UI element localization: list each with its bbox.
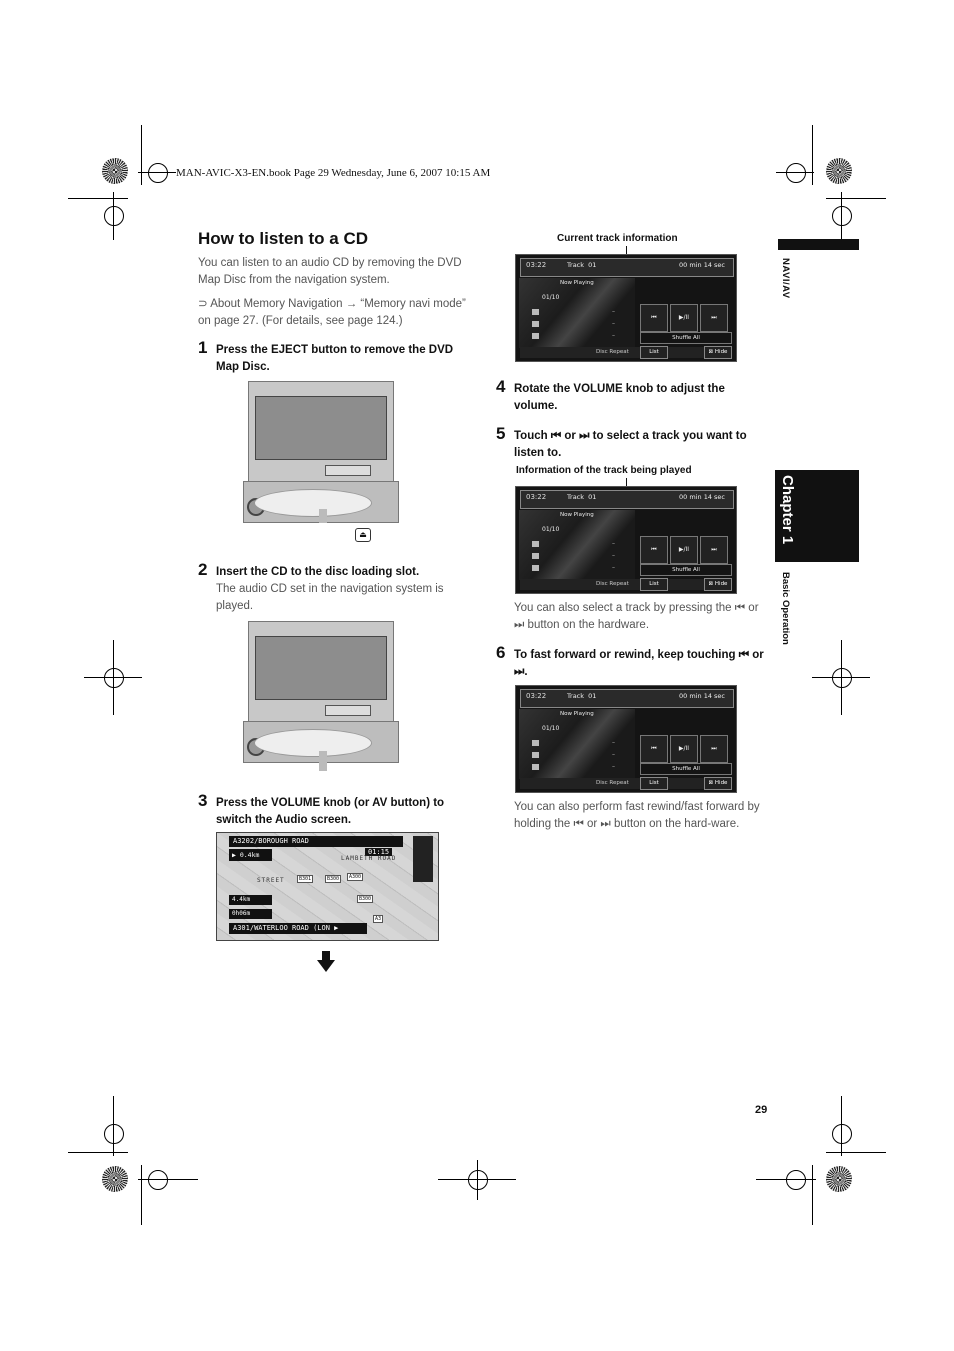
crop-line bbox=[141, 125, 142, 185]
arrow-down-stem bbox=[322, 951, 330, 960]
print-header: MAN-AVIC-X3-EN.book Page 29 Wednesday, June 6, 2007 10:15 AM bbox=[176, 167, 491, 179]
crosshair-icon bbox=[148, 1170, 168, 1190]
audio-clock: 03:22 bbox=[526, 261, 547, 269]
track-label: Track 01 bbox=[567, 493, 597, 501]
hardware-illustration-insert bbox=[248, 621, 400, 761]
crop-line bbox=[138, 172, 176, 173]
audio-screen-1 bbox=[515, 254, 737, 362]
arrow-down-icon bbox=[317, 960, 335, 972]
artist-icon bbox=[532, 752, 539, 758]
audio-clock: 03:22 bbox=[526, 692, 547, 700]
artist-icon bbox=[532, 321, 539, 327]
crop-line bbox=[826, 1152, 886, 1153]
intro-paragraph: You can listen to an audio CD by removing the DVD Map Disc from the navigation system. bbox=[198, 257, 462, 286]
crop-line bbox=[68, 1152, 128, 1153]
title-value: – bbox=[612, 308, 615, 315]
crop-line bbox=[113, 640, 114, 715]
disc-icon bbox=[254, 729, 372, 757]
crop-line bbox=[826, 198, 886, 199]
track-info-bar bbox=[520, 258, 734, 277]
road-label: A300 bbox=[349, 874, 362, 880]
crosshair-icon bbox=[148, 163, 168, 183]
repeat-mode[interactable]: Disc Repeat bbox=[596, 349, 629, 355]
crop-line bbox=[841, 192, 842, 240]
track-label: Track 01 bbox=[567, 261, 597, 269]
step-instruction: To fast forward or rewind, keep touching ⏮ or ⏭. bbox=[514, 649, 764, 678]
music-icon bbox=[532, 541, 539, 547]
crop-line bbox=[812, 1165, 813, 1225]
registration-target-icon bbox=[826, 158, 852, 184]
album-value: – bbox=[612, 763, 615, 770]
road-label: B300 bbox=[359, 896, 372, 902]
eject-icon: ⏏ bbox=[355, 528, 371, 542]
caption-current-track: Current track information bbox=[557, 233, 678, 244]
artist-icon bbox=[532, 553, 539, 559]
section-tab-label: NAVI/AV bbox=[780, 258, 791, 299]
road-label: A3 bbox=[375, 916, 382, 922]
shuffle-button[interactable]: Shuffle All bbox=[640, 763, 732, 775]
crosshair-icon bbox=[104, 206, 124, 226]
track-count: 01/10 bbox=[542, 294, 560, 301]
disc-icon bbox=[532, 764, 539, 770]
crop-line bbox=[841, 1096, 842, 1156]
caption-track-being-played: Information of the track being played bbox=[516, 465, 692, 476]
chapter-label: Chapter 1 bbox=[779, 475, 796, 545]
page-number: 29 bbox=[755, 1104, 768, 1116]
map-clock: 01:15 bbox=[365, 848, 392, 856]
time-remaining: 0h06m bbox=[229, 909, 272, 919]
unit-panel bbox=[248, 381, 394, 483]
hide-button[interactable]: ⊠ Hide bbox=[704, 777, 732, 790]
registration-target-icon bbox=[826, 1166, 852, 1192]
crop-line bbox=[841, 640, 842, 715]
artist-value: – bbox=[612, 751, 615, 758]
track-time: 00 min 14 sec bbox=[679, 493, 725, 501]
music-icon bbox=[532, 309, 539, 315]
track-info-bar bbox=[520, 490, 734, 509]
disc-icon bbox=[532, 565, 539, 571]
crop-line bbox=[113, 192, 114, 240]
map-screen bbox=[216, 832, 439, 941]
list-button[interactable]: List bbox=[640, 777, 668, 790]
unit-buttons bbox=[325, 705, 371, 716]
hide-button[interactable]: ⊠ Hide bbox=[704, 578, 732, 591]
next-track-button[interactable]: ⏭ bbox=[700, 304, 728, 332]
crop-line bbox=[812, 125, 813, 185]
step-instruction: Press the EJECT button to remove the DVD Map Disc. bbox=[216, 344, 454, 373]
list-button[interactable]: List bbox=[640, 578, 668, 591]
repeat-mode[interactable]: Disc Repeat bbox=[596, 780, 629, 786]
prev-track-button[interactable]: ⏮ bbox=[640, 735, 668, 763]
crosshair-icon bbox=[832, 206, 852, 226]
album-value: – bbox=[612, 564, 615, 571]
crop-line bbox=[68, 198, 128, 199]
step-number: 3 bbox=[198, 791, 208, 810]
repeat-mode[interactable]: Disc Repeat bbox=[596, 581, 629, 587]
crosshair-icon bbox=[786, 1170, 806, 1190]
play-pause-button[interactable]: ▶/II bbox=[670, 536, 698, 564]
track-time: 00 min 14 sec bbox=[679, 692, 725, 700]
step-number: 1 bbox=[198, 338, 208, 357]
road-label: B300 bbox=[327, 876, 340, 882]
title-value: – bbox=[612, 540, 615, 547]
road-label: B301 bbox=[299, 876, 312, 882]
prev-track-button[interactable]: ⏮ bbox=[640, 536, 668, 564]
step-note: You can also select a track by pressing the ⏮ or ⏭ button on the hardware. bbox=[514, 602, 759, 631]
hide-button[interactable]: ⊠ Hide bbox=[704, 346, 732, 359]
now-playing-label: Now Playing bbox=[560, 711, 594, 717]
next-road: A301/WATERLOO ROAD (LON ▶ bbox=[229, 923, 367, 934]
play-pause-button[interactable]: ▶/II bbox=[670, 735, 698, 763]
section-title: How to listen to a CD bbox=[198, 229, 368, 248]
track-label: Track 01 bbox=[567, 692, 597, 700]
distance-remaining: 4.4km bbox=[229, 895, 272, 905]
crop-line bbox=[113, 1096, 114, 1156]
prev-track-button[interactable]: ⏮ bbox=[640, 304, 668, 332]
crosshair-icon bbox=[104, 1124, 124, 1144]
step-note: The audio CD set in the navigation system is played. bbox=[216, 583, 444, 612]
crop-line bbox=[138, 1179, 198, 1180]
unit-panel bbox=[248, 621, 394, 723]
audio-screen-2 bbox=[515, 486, 737, 594]
street-name: LAMBETH ROAD bbox=[341, 855, 397, 862]
track-info-bar bbox=[520, 689, 734, 708]
step-number: 5 bbox=[496, 424, 506, 443]
crop-line bbox=[477, 1160, 478, 1200]
arrow-up-icon bbox=[319, 751, 327, 771]
disc-icon bbox=[254, 489, 372, 517]
unit-buttons bbox=[325, 465, 371, 476]
music-icon bbox=[532, 740, 539, 746]
crosshair-icon bbox=[832, 1124, 852, 1144]
step-number: 4 bbox=[496, 377, 506, 396]
crosshair-icon bbox=[468, 1170, 488, 1190]
zoom-controls bbox=[413, 836, 433, 882]
step-number: 6 bbox=[496, 643, 506, 662]
play-pause-button[interactable]: ▶/II bbox=[670, 304, 698, 332]
registration-target-icon bbox=[102, 1166, 128, 1192]
step-instruction: Rotate the VOLUME knob to adjust the volume. bbox=[514, 383, 725, 412]
crosshair-icon bbox=[104, 668, 124, 688]
crosshair-icon bbox=[786, 163, 806, 183]
title-value: – bbox=[612, 739, 615, 746]
crop-line bbox=[756, 1179, 816, 1180]
street-name: STREET bbox=[257, 877, 285, 884]
now-playing-label: Now Playing bbox=[560, 280, 594, 286]
step-instruction: Insert the CD to the disc loading slot. bbox=[216, 566, 420, 578]
step-note: You can also perform fast rewind/fast forward by holding the ⏮ or ⏭ button on the hard-ware. bbox=[514, 801, 760, 830]
list-button[interactable]: List bbox=[640, 346, 668, 359]
step-instruction: Touch ⏮ or ⏭ to select a track you want to listen to. bbox=[514, 430, 747, 459]
unit-display bbox=[255, 636, 387, 700]
section-tab-bar bbox=[778, 239, 859, 250]
track-count: 01/10 bbox=[542, 526, 560, 533]
reference-note: ⊃ About Memory Navigation → “Memory navi mode” on page 27. (For details, see page 124.) bbox=[198, 298, 466, 327]
artist-value: – bbox=[612, 320, 615, 327]
current-road: A3202/BOROUGH ROAD bbox=[229, 836, 403, 847]
subsection-label: Basic Operation bbox=[780, 572, 791, 645]
disc-icon bbox=[532, 333, 539, 339]
artist-value: – bbox=[612, 552, 615, 559]
next-track-button[interactable]: ⏭ bbox=[700, 536, 728, 564]
arrow-down-icon bbox=[319, 509, 327, 523]
shuffle-button[interactable]: Shuffle All bbox=[640, 564, 732, 576]
step-instruction: Press the VOLUME knob (or AV button) to switch the Audio screen. bbox=[216, 797, 445, 826]
crosshair-icon bbox=[832, 668, 852, 688]
now-playing-label: Now Playing bbox=[560, 512, 594, 518]
audio-screen-3 bbox=[515, 685, 737, 793]
hardware-illustration-eject bbox=[248, 381, 400, 521]
crop-line bbox=[776, 172, 814, 173]
step-number: 2 bbox=[198, 560, 208, 579]
track-time: 00 min 14 sec bbox=[679, 261, 725, 269]
album-value: – bbox=[612, 332, 615, 339]
audio-clock: 03:22 bbox=[526, 493, 547, 501]
unit-display bbox=[255, 396, 387, 460]
shuffle-button[interactable]: Shuffle All bbox=[640, 332, 732, 344]
next-turn-distance: ▶ 0.4km bbox=[229, 849, 272, 861]
crop-line bbox=[141, 1165, 142, 1225]
next-track-button[interactable]: ⏭ bbox=[700, 735, 728, 763]
track-count: 01/10 bbox=[542, 725, 560, 732]
registration-target-icon bbox=[102, 158, 128, 184]
